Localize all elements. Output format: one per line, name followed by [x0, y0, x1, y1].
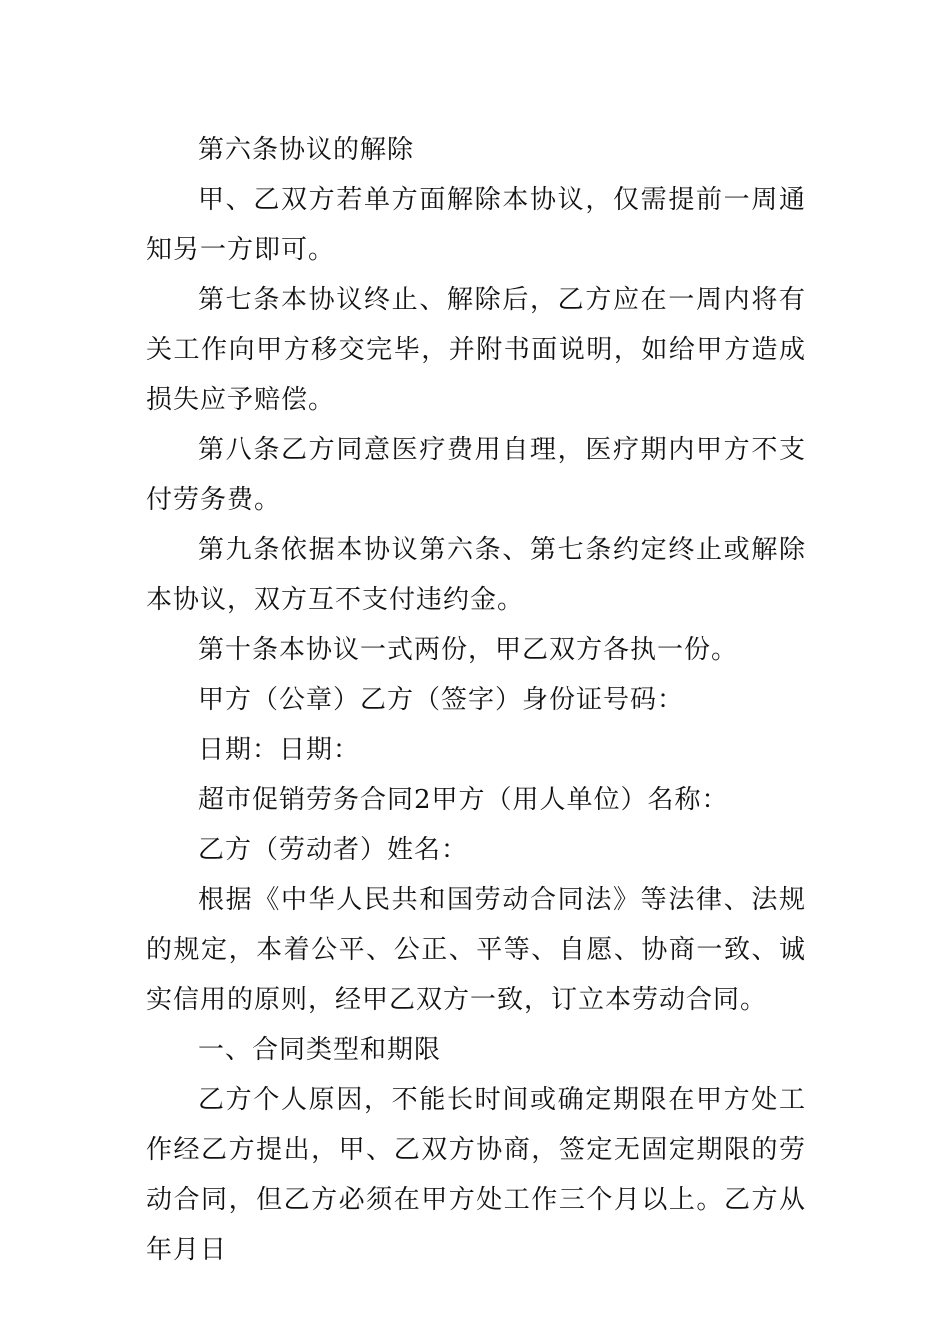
signature-line: 甲方（公章）乙方（签字）身份证号码：	[198, 685, 685, 715]
party-b-name-line: 乙方（劳动者）姓名：	[198, 835, 469, 865]
document-body	[146, 125, 806, 1275]
article-6-text: 甲、乙双方若单方面解除本协议，仅需提前一周通知另一方即可。	[146, 185, 806, 265]
article-9-text: 第九条依据本协议第六条、第七条约定终止或解除本协议，双方互不支付违约金。	[146, 535, 806, 615]
article-8-text: 第八条乙方同意医疗费用自理，医疗期内甲方不支付劳务费。	[146, 435, 806, 515]
article-7-text: 第七条本协议终止、解除后，乙方应在一周内将有关工作向甲方移交完毕，并附书面说明，如给甲方造成损失应予赔偿。	[146, 285, 806, 415]
article-10-text: 第十条本协议一式两份，甲乙双方各执一份。	[198, 635, 739, 665]
article-6-heading: 第六条协议的解除	[198, 135, 415, 165]
section-1-text: 乙方个人原因，不能长时间或确定期限在甲方处工作经乙方提出，甲、乙双方协商，签定无固定期限的劳动合同，但乙方必须在甲方处工作三个月以上。乙方从年月日	[146, 1085, 806, 1265]
contract-2-party-a-line: 超市促销劳务合同2甲方（用人单位）名称：	[198, 785, 729, 815]
section-1-heading: 一、合同类型和期限	[198, 1035, 442, 1065]
preamble-text: 根据《中华人民共和国劳动合同法》等法律、法规的规定，本着公平、公正、平等、自愿、协商一致、诚实信用的原则，经甲乙双方一致，订立本劳动合同。	[146, 885, 806, 1015]
date-line: 日期：日期：	[198, 735, 361, 765]
